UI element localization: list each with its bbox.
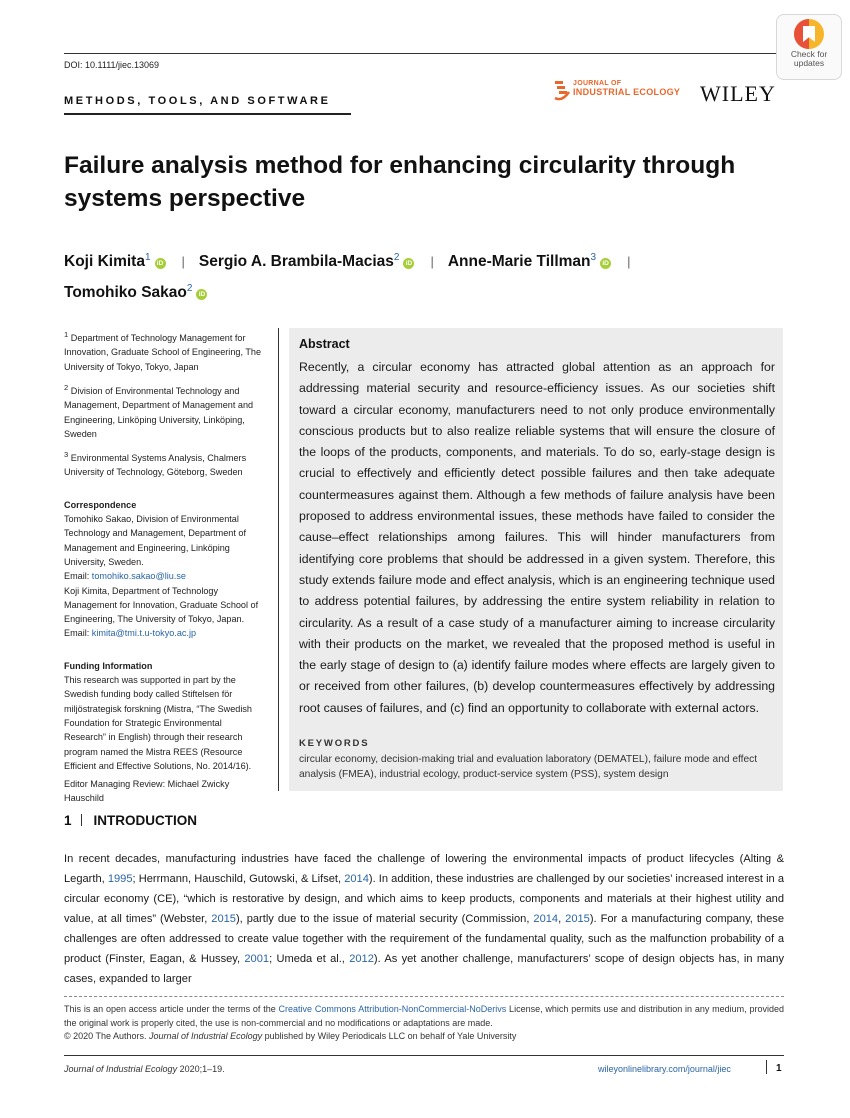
section-rule	[64, 113, 351, 115]
footer-rule	[64, 1055, 784, 1056]
text-run: ). As yet another challenge, manufacturers’ scope of design objects has, in many cases, expanded to larger	[64, 953, 784, 985]
affiliation-text: Environmental Systems Analysis, Chalmers University of Technology, Göteborg, Sweden	[64, 453, 247, 478]
author-separator: |	[430, 254, 434, 270]
correspondence-heading: Correspondence	[64, 499, 137, 510]
journal-logo-line1: JOURNAL OF	[573, 80, 622, 87]
journal-logo-icon	[553, 78, 571, 102]
journal-logo-line2: INDUSTRIAL ECOLOGY	[573, 87, 681, 97]
orcid-icon[interactable]: iD	[196, 289, 207, 300]
abstract-heading: Abstract	[299, 337, 350, 351]
citation-link[interactable]: 1995	[107, 873, 133, 885]
affiliation-text: Division of Environmental Technology and Management, Department of Management and Engineering, Linköping University, Linköping, Sweden	[64, 385, 254, 439]
article-title: Failure analysis method for enhancing circularity through systems perspective	[64, 152, 736, 212]
footer-volume: 2020;1–19.	[177, 1064, 225, 1074]
affiliation	[64, 448, 266, 480]
citation-link[interactable]: 2015	[565, 913, 590, 925]
page-number: 1	[776, 1063, 782, 1074]
section-number: 1	[64, 813, 72, 828]
journal-logo[interactable]	[573, 80, 680, 98]
orcid-icon[interactable]: iD	[403, 258, 414, 269]
orcid-icon[interactable]: iD	[600, 258, 611, 269]
license-run: License, which permits use and distribution in any medium, provided the original work is properly cited, the use is non-commercial and no modifications or adaptations are made.	[64, 1004, 785, 1028]
text-run: ). In addition, these industries are challenged by our societies’ increased interest in a circular economy (CE), “which is restorative by design, and which aims to keep products, components and materials at their highest utility and value, at all times” (Webster,	[64, 873, 784, 925]
affiliation	[64, 328, 266, 374]
text-run: ). For a manufacturing company, these challenges are often addressed to create value together with the requirement of the fundamental quality, such as the malfunction probability of a product (Finster, Eagan, & Hussey,	[64, 913, 784, 965]
orcid-icon[interactable]: iD	[155, 258, 166, 269]
citation-link[interactable]: 2015	[211, 913, 236, 925]
correspondence	[64, 498, 266, 641]
doi[interactable]: DOI: 10.1111/jiec.13069	[64, 60, 160, 70]
email-link[interactable]: tomohiko.sakao@liu.se	[91, 571, 186, 582]
check-for-updates-badge[interactable]	[776, 14, 842, 80]
badge-line1: Check for	[790, 49, 828, 59]
email-label: Email:	[64, 571, 92, 582]
funding-text: This research was supported in part by the Swedish funding body called Stiftelsen för miljöstrategisk forskning (Mistra, “The Swedish Foundation for Strategic Environmental Research” in English) through their research program named the Mistra REES (Resource Efficient and Effective Solutions, No. 2014/16).	[64, 675, 252, 771]
text-run: ; Herrmann, Hauschild, Gutowski, & Lifset,	[132, 873, 345, 885]
correspondence-text: Tomohiko Sakao, Division of Environmental Technology and Management, Department of Management and Engineering, Linköping University, Sweden.	[64, 514, 246, 567]
keywords-heading: KEYWORDS	[299, 738, 370, 749]
footer-citation	[64, 1064, 225, 1074]
funding-heading: Funding Information	[64, 660, 153, 671]
funding	[64, 659, 266, 806]
publisher-logo[interactable]: WILEY	[700, 81, 776, 106]
section-title: INTRODUCTION	[93, 813, 198, 828]
footer-url[interactable]: wileyonlinelibrary.com/journal/jiec	[598, 1064, 731, 1074]
intro-paragraph	[64, 849, 784, 989]
author-affiliation[interactable]: 2	[186, 283, 193, 295]
email-label: Email:	[64, 628, 92, 639]
citation-link[interactable]: 2001	[244, 953, 270, 965]
email-link[interactable]: kimita@tmi.t.u-tokyo.ac.jp	[91, 628, 197, 639]
author-affiliation[interactable]: 2	[393, 252, 400, 263]
affiliation-text: Department of Technology Management for Innovation, Graduate School of Engineering, The University of Tokyo, Tokyo, Japan	[64, 333, 261, 372]
affiliation	[64, 381, 266, 441]
citation-link[interactable]: 2014	[533, 913, 559, 925]
author-list	[64, 244, 784, 306]
footer-journal: Journal of Industrial Ecology	[64, 1064, 178, 1074]
author-separator: |	[181, 254, 185, 270]
text-run: ,	[558, 913, 566, 925]
keywords-text: circular economy, decision-making trial and evaluation laboratory (DEMATEL), failure mode and effect analysis (FMEA), industrial ecology, product-service system (PSS), system design	[299, 754, 758, 780]
header-rule	[64, 53, 778, 54]
correspondence-text: Koji Kimita, Department of Technology Management for Innovation, Graduate School of Engineering, The University of Tokyo, Japan.	[64, 585, 259, 625]
abstract-text: Recently, a circular economy has attracted global attention as an approach for addressing material security and resource-efficiency issues. As our societies shift toward a circular economy, manufacturers need to not only produce environmentally conscious products but to also realize reliable systems that will ensure the closure of the loops of the products, components, and materials. To do so, early-stage design is crucial to effectively and efficiently detect possible failures and then take adequate countermeasures against them. Although a few methods of failure analysis have been proposed to address environmental issues, these methods have failed to consider the cause–effect relationships among failures. This will hinder manufacturers from identifying core problems that should be addressed in a given system. Therefore, this study extends failure mode and effect analysis, which is an engineering technique used to address potential failures, by addressing the entire system reliability in relation to circularity. As a result of a case study of a manufacturer aiming to increase circularity with their products on the market, we revealed that the proposed method is useful in the early stage of design to (a) identify failure modes where effects are largely given to or received from other failures, (b) develop countermeasures effectively by addressing root causes of failures, and (c) find an opportunity to collaborate with external actors.	[299, 360, 775, 715]
affiliation-number: 1	[64, 330, 69, 339]
copyright-run: © 2020 The Authors.	[64, 1031, 150, 1041]
copyright-run: published by Wiley Periodicals LLC on behalf of Yale University	[262, 1031, 517, 1041]
license-text	[64, 1003, 784, 1044]
author-affiliation[interactable]: 1	[144, 252, 151, 263]
column-divider	[278, 328, 279, 791]
citation-link[interactable]: 2012	[349, 953, 374, 965]
text-run: ), partly due to the issue of material security (Commission,	[235, 913, 534, 925]
license-link[interactable]: Creative Commons Attribution-NonCommercial-NoDerivs	[278, 1004, 507, 1014]
author-separator: |	[627, 254, 631, 270]
badge-line2: updates	[793, 58, 825, 68]
license-run: This is an open access article under the terms of the	[64, 1004, 279, 1014]
section-tag: METHODS, TOOLS, AND SOFTWARE	[64, 95, 331, 107]
copyright-journal: Journal of Industrial Ecology	[149, 1031, 263, 1041]
author-name[interactable]: Tomohiko Sakao	[64, 284, 187, 302]
affiliation-number: 3	[64, 450, 69, 460]
citation-link[interactable]: 2014	[344, 873, 369, 885]
author-name[interactable]: Koji Kimita	[64, 253, 145, 271]
footer-bar	[766, 1060, 767, 1074]
editor-text: Editor Managing Review: Michael Zwicky Hauschild	[64, 779, 230, 804]
license-divider	[64, 996, 784, 997]
text-run: In recent decades, manufacturing industries have faced the challenge of lowering the environmental impacts of product lifecycles (Alting & Legarth,	[64, 853, 784, 885]
author-name[interactable]: Sergio A. Brambila-Macias	[198, 253, 394, 271]
author-affiliation[interactable]: 3	[590, 252, 597, 263]
affiliation-number: 2	[64, 382, 69, 392]
heading-bar	[81, 814, 82, 826]
text-run: ; Umeda et al.,	[269, 953, 350, 965]
intro-heading	[64, 813, 197, 828]
author-name[interactable]: Anne-Marie Tillman	[447, 253, 591, 271]
affiliations-column	[64, 328, 266, 813]
bookmark-icon	[794, 19, 824, 49]
